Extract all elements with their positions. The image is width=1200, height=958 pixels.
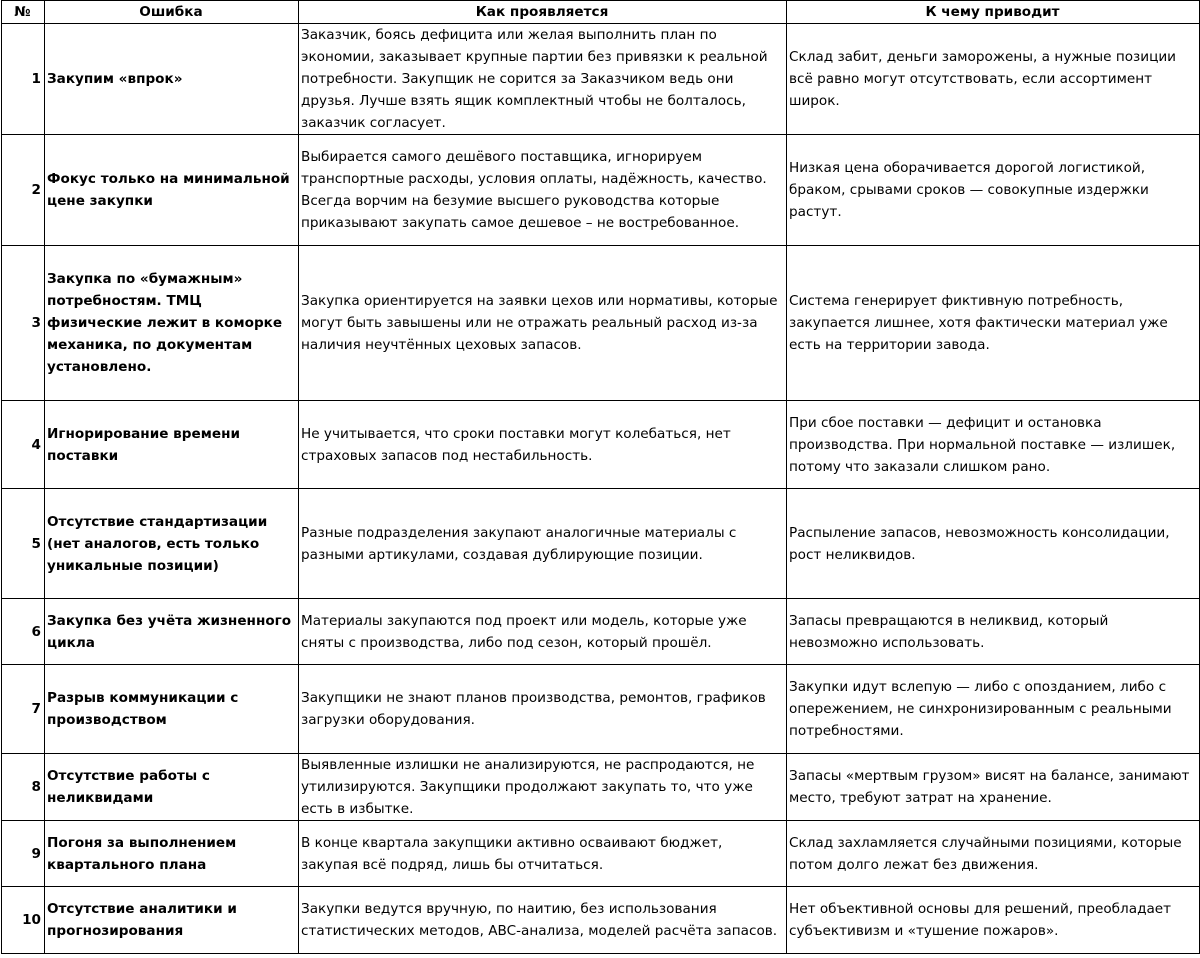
manifestation-cell: Выявленные излишки не анализируются, не распродаются, не утилизируются. Закупщики продолжают закупать то, что уже есть в избытке. [299,754,787,821]
row-number: 5 [2,489,45,599]
consequence-cell: Запасы «мертвым грузом» висят на балансе, занимают место, требуют затрат на хранение. [787,754,1200,821]
error-cell: Закупка по «бумажным» потребностям. ТМЦ физические лежит в коморке механика, по документам установлено. [45,246,299,401]
manifestation-cell: Закупка ориентируется на заявки цехов или нормативы, которые могут быть завышены или не отражать реальный расход из-за наличия неучтённых цеховых запасов. [299,246,787,401]
row-number: 10 [2,887,45,954]
table-row [2,246,1200,401]
manifestation-cell: Заказчик, боясь дефицита или желая выполнить план по экономии, заказывает крупные партии без привязки к реальной потребности. Закупщик не сорится за Заказчиком ведь они друзья. Лучше взять ящик комплектный чтобы не болталось, заказчик согласует. [299,24,787,135]
consequence-cell: Запасы превращаются в неликвид, который невозможно использовать. [787,599,1200,665]
error-cell: Разрыв коммуникации с производством [45,665,299,754]
header-num: № [2,1,45,24]
table-row [2,754,1200,821]
manifestation-cell: Закупки ведутся вручную, по наитию, без использования статистических методов, ABC-анализа, моделей расчёта запасов. [299,887,787,954]
consequence-cell: Закупки идут вслепую — либо с опозданием, либо с опережением, не синхронизированным с реальными потребностями. [787,665,1200,754]
header-manifestation: Как проявляется [299,1,787,24]
error-cell: Отсутствие аналитики и прогнозирования [45,887,299,954]
consequence-cell: Нет объективной основы для решений, преобладает субъективизм и «тушение пожаров». [787,887,1200,954]
table-row [2,665,1200,754]
table-row [2,135,1200,246]
manifestation-cell: Выбирается самого дешёвого поставщика, игнорируем транспортные расходы, условия оплаты, надёжность, качество. Всегда ворчим на безумие высшего руководства которые приказывают закупать самое дешевое – не востребованное. [299,135,787,246]
row-number: 3 [2,246,45,401]
error-cell: Погоня за выполнением квартального плана [45,821,299,887]
error-cell: Отсутствие работы с неликвидами [45,754,299,821]
table-row [2,401,1200,489]
consequence-cell: Склад захламляется случайными позициями, которые потом долго лежат без движения. [787,821,1200,887]
table-row [2,887,1200,954]
manifestation-cell: Материалы закупаются под проект или модель, которые уже сняты с производства, либо под сезон, который прошёл. [299,599,787,665]
error-cell: Закупим «впрок» [45,24,299,135]
header-error: Ошибка [45,1,299,24]
consequence-cell: Система генерирует фиктивную потребность, закупается лишнее, хотя фактически материал уже есть на территории завода. [787,246,1200,401]
row-number: 7 [2,665,45,754]
row-number: 9 [2,821,45,887]
consequence-cell: Склад забит, деньги заморожены, а нужные позиции всё равно могут отсутствовать, если ассортимент широк. [787,24,1200,135]
manifestation-cell: В конце квартала закупщики активно осваивают бюджет, закупая всё подряд, лишь бы отчитаться. [299,821,787,887]
row-number: 2 [2,135,45,246]
consequence-cell: Распыление запасов, невозможность консолидации, рост неликвидов. [787,489,1200,599]
consequence-cell: При сбое поставки — дефицит и остановка производства. При нормальной поставке — излишек, потому что заказали слишком рано. [787,401,1200,489]
header-row [2,1,1200,24]
row-number: 8 [2,754,45,821]
consequence-cell: Низкая цена оборачивается дорогой логистикой, браком, срывами сроков — совокупные издержки растут. [787,135,1200,246]
manifestation-cell: Разные подразделения закупают аналогичные материалы с разными артикулами, создавая дублирующие позиции. [299,489,787,599]
error-cell: Отсутствие стандартизации (нет аналогов, есть только уникальные позиции) [45,489,299,599]
table-row [2,599,1200,665]
errors-table [1,0,1200,954]
row-number: 1 [2,24,45,135]
table-row [2,489,1200,599]
error-cell: Фокус только на минимальной цене закупки [45,135,299,246]
error-cell: Закупка без учёта жизненного цикла [45,599,299,665]
table-row [2,24,1200,135]
row-number: 4 [2,401,45,489]
row-number: 6 [2,599,45,665]
header-consequence: К чему приводит [787,1,1200,24]
table-row [2,821,1200,887]
manifestation-cell: Не учитывается, что сроки поставки могут колебаться, нет страховых запасов под нестабильность. [299,401,787,489]
error-cell: Игнорирование времени поставки [45,401,299,489]
manifestation-cell: Закупщики не знают планов производства, ремонтов, графиков загрузки оборудования. [299,665,787,754]
